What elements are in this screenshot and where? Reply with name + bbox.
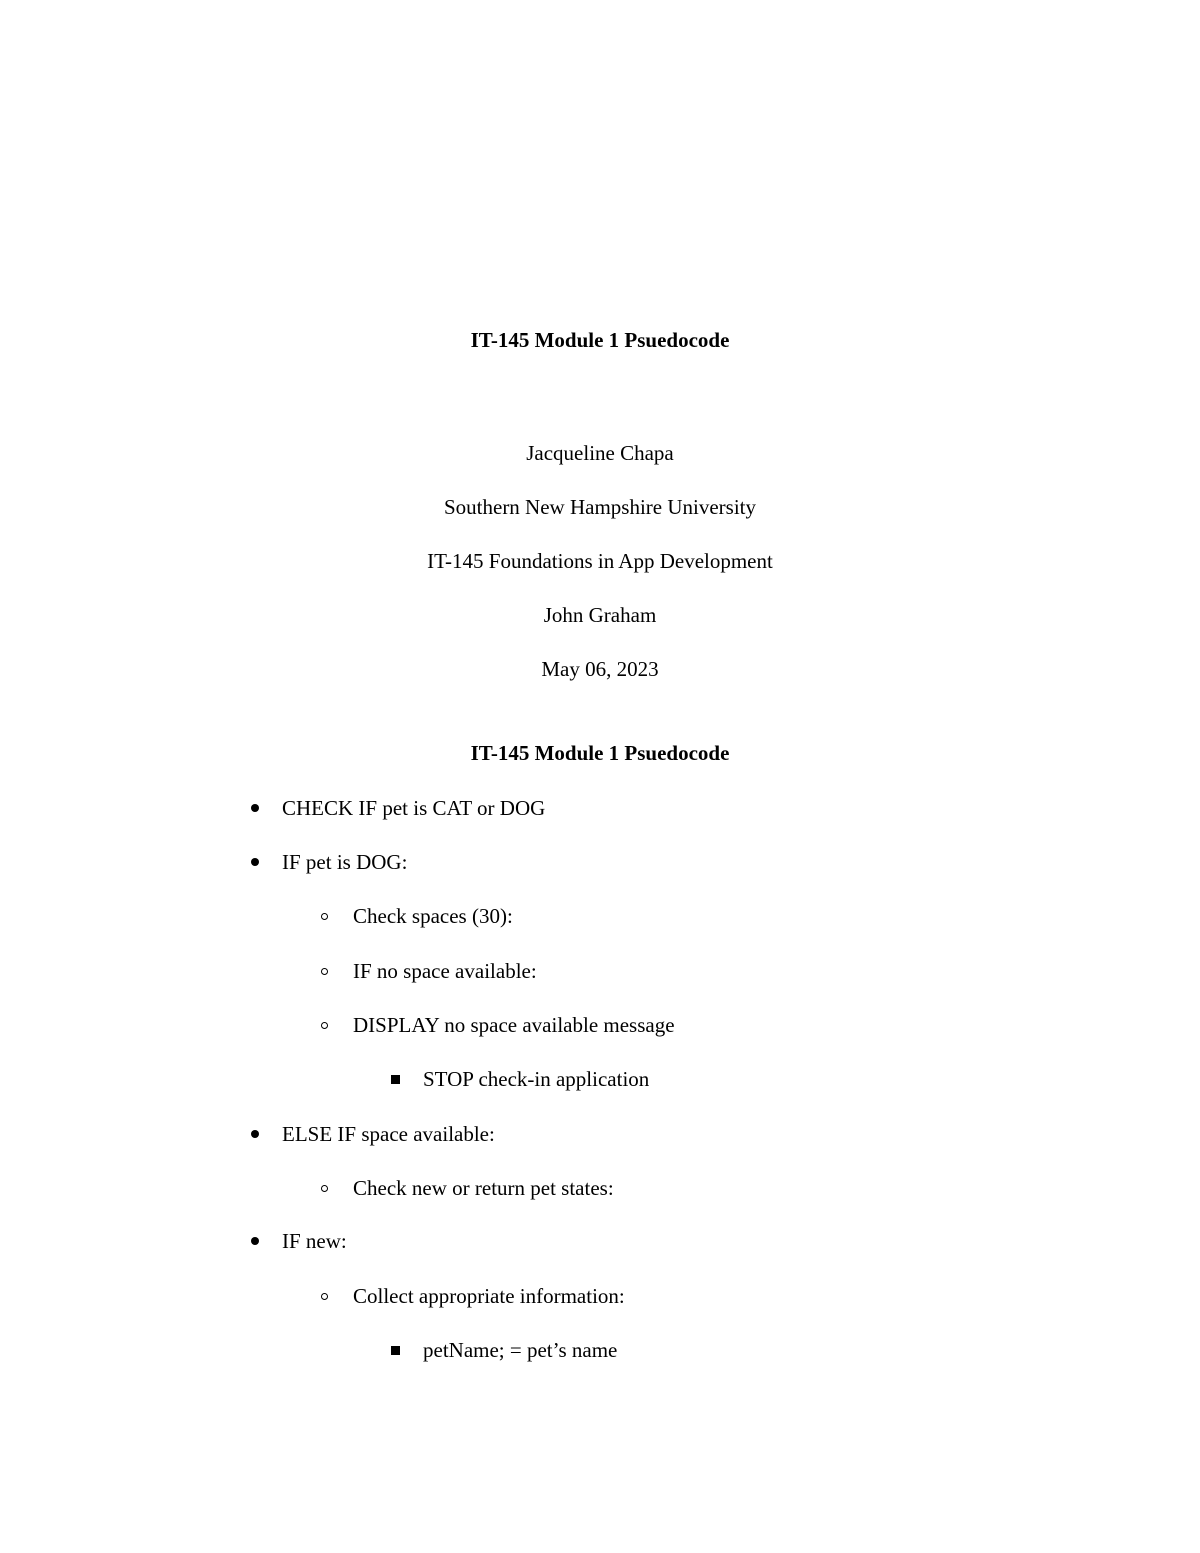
body-heading: IT-145 Module 1 Psuedocode (470, 741, 730, 765)
page-title: IT-145 Module 1 Psuedocode (470, 328, 730, 352)
bullet-square-icon (391, 1346, 400, 1355)
bullet-circle-icon (321, 913, 328, 920)
bullet-square-icon (391, 1075, 400, 1084)
instructor-name: John Graham (543, 603, 657, 627)
bullet-circle-icon (321, 1022, 328, 1029)
document-date: May 06, 2023 (541, 657, 659, 681)
author-name: Jacqueline Chapa (526, 441, 674, 465)
list-item-text: Collect appropriate information: (353, 1284, 625, 1308)
list-item-text: STOP check-in application (423, 1067, 650, 1091)
list-item-text: Check spaces (30): (353, 904, 513, 928)
list-item-text: DISPLAY no space available message (353, 1013, 675, 1037)
list-item-text: CHECK IF pet is CAT or DOG (282, 796, 546, 820)
bullet-circle-icon (321, 1185, 328, 1192)
list-item-text: petName; = pet’s name (423, 1338, 618, 1362)
list-item-text: IF pet is DOG: (282, 850, 408, 874)
course-name: IT-145 Foundations in App Development (427, 549, 773, 573)
bullet-disc-icon (251, 858, 259, 866)
list-item-text: IF new: (282, 1229, 347, 1253)
bullet-disc-icon (251, 1237, 259, 1245)
list-item-text: ELSE IF space available: (282, 1122, 495, 1146)
bullet-disc-icon (251, 1130, 259, 1138)
list-item-text: IF no space available: (353, 959, 537, 983)
list-item-text: Check new or return pet states: (353, 1176, 614, 1200)
bullet-circle-icon (321, 1293, 328, 1300)
bullet-disc-icon (251, 804, 259, 812)
bullet-circle-icon (321, 968, 328, 975)
institution-name: Southern New Hampshire University (443, 495, 757, 519)
